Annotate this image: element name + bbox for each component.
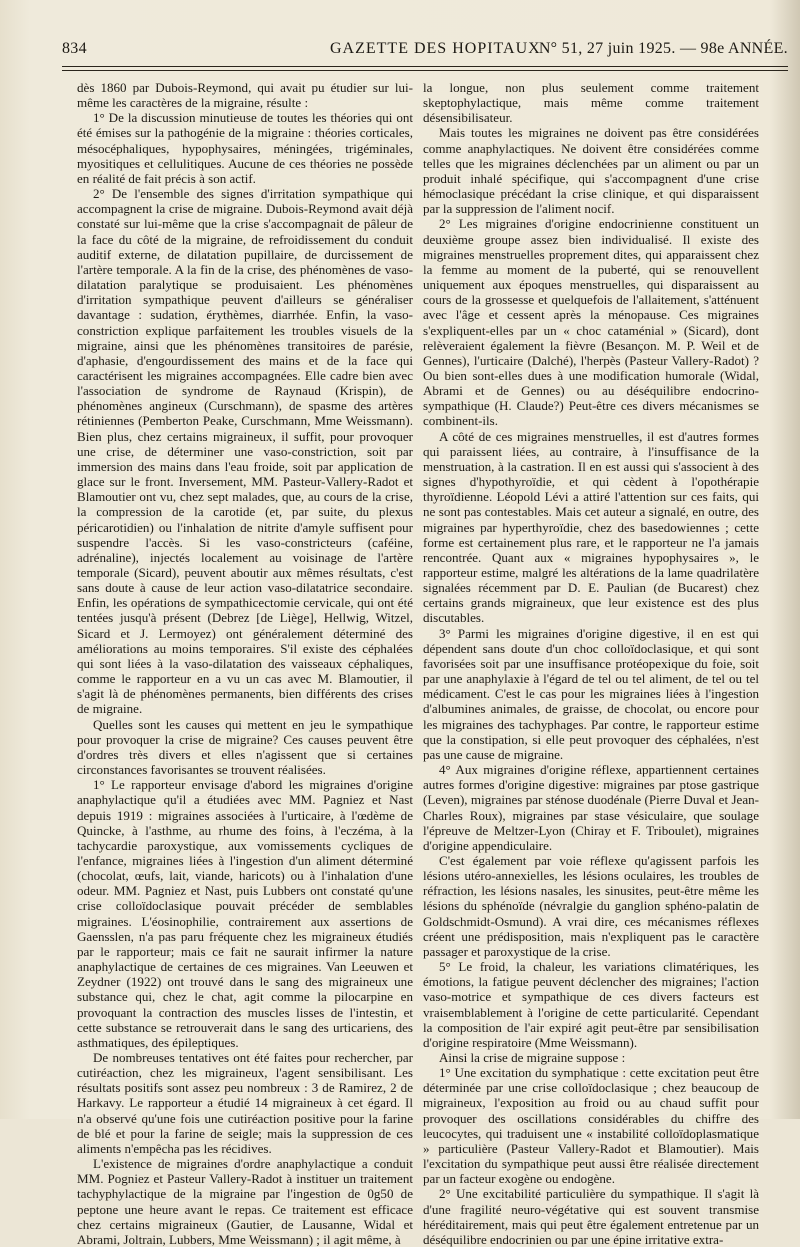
- header-rule-bottom: [62, 70, 788, 71]
- paragraph: dès 1860 par Dubois-Reymond, qui avait pu étudier sur lui-même les caractères de la migraine, résulte :: [77, 80, 413, 111]
- paragraph: 5° Le froid, la chaleur, les variations climatériques, les émotions, la fatigue peuvent déclencher des migraines; l'action vaso-motrice et sympathique de ces divers facteurs est vraisemblablement à l'origine de cette particularité. Cependant la composition de l'air expiré agit peut-être par sensibilisation d'origine respiratoire (Mme Weissmann).: [423, 959, 759, 1050]
- publication-title: GAZETTE DES HOPITAUX: [330, 40, 541, 57]
- page-header: [62, 40, 788, 62]
- paragraph: la longue, non plus seulement comme traitement skeptophylactique, mais même comme traitement désensibilisateur.: [423, 80, 759, 126]
- paragraph: Quelles sont les causes qui mettent en jeu le sympathique pour provoquer la crise de migraine? Ces causes peuvent être d'ordres très divers et elles n'agissent que si certaines circonstances favorisantes se trouvent réalisées.: [77, 716, 413, 778]
- paragraph: 2° Les migraines d'origine endocrinienne constituent un deuxième groupe assez bien individualisé. Il existe des migraines menstruelles proprement dites, qui apparaissent chez la femme au moment de la puberté, qui se renouvellent uniquement aux époques menstruelles, qui disparaissent au cours de la grossesse et quelquefois de l'allaitement, s'atténuent avec l'âge et cessent après la ménopause. Ces migraines s'expliquent-elles par un « choc cataménial » (Sicard), dont relèveraient également la fièvre (Besançon. M. P. Weil et de Gennes), l'urticaire (Dalché), l'herpès (Pasteur Vallery-Radot) ? Ou bien sont-elles dues à une modification humorale (Widal, Abrami et de Gennes) ou au déséquilibre endocrino-sympathique (H. Claude?) Peut-être ces divers mécanismes se combinent-ils.: [423, 216, 759, 429]
- paragraph: 1° Une excitation du symphatique : cette excitation peut être déterminée par une crise colloïdoclasique ; chez beaucoup de migraineux, l'exposition au froid ou au chaud suffit pour provoquer des oscillations considérables du chiffre des leucocytes, qui traduisent une « instabilité colloïdoplasmatique » particulière (Pasteur Vallery-Radot et Blamoutier). Mais l'excitation du sympathique peut aussi être réalisée directement par un facteur exogène ou endogène.: [423, 1065, 759, 1187]
- paragraph: 1° Le rapporteur envisage d'abord les migraines d'origine anaphylactique qu'il a étudiées avec MM. Pagniez et Nast depuis 1919 : migraines associées à l'urticaire, à l'œdème de Quincke, à l'asthme, au rhume des foins, à l'eczéma, à la tachycardie paroxystique, aux vomissements cycliques de l'enfance, migraines liées à l'ingestion d'un aliment déterminé (chocolat, œufs, lait, viande, haricots) ou à l'inhalation d'une odeur. MM. Pagniez et Nast, puis Lubbers ont constaté qu'une crise colloïdoclasique pouvait précéder de semblables migraines. L'éosinophilie, contrairement aux assertions de Gaensslen, n'a pas paru fréquente chez les migraineux étudiés par le rapporteur; mais ce fait ne saurait infirmer la nature anaphylactique de certaines de ces migraines. Van Leeuwen et Zeydner (1922) ont trouvé dans le sang des migraineux une substance qui, chez le chat, agit comme la pilocarpine en provoquant la contraction des muscles lisses de l'intestin, et cette substance se retrouverait dans le sang des urticariens, des asthmatiques, des épileptiques.: [77, 777, 413, 1050]
- paragraph: L'existence de migraines d'ordre anaphylactique a conduit MM. Pogniez et Pasteur Vallery-Radot à instituer un traitement tachyphylactique de la migraine par l'ingestion de 0g50 de peptone une heure avant le repas. Ce traitement est efficace chez certains migraineux (Gautier, de Lausanne, Widal et Abrami, Joltrain, Lubbers, Mme Weissmann) ; il agit même, à: [77, 1156, 413, 1247]
- paragraph: 3° Parmi les migraines d'origine digestive, il en est qui dépendent sans doute d'un choc colloïdoclasique, et qui sont favorisées soit par une insuffisance protéopexique du foie, soit par une anaphylaxie à l'égard de tel ou tel aliment, de tel ou tel médicament. C'est le cas pour les migraines liées à l'ingestion d'albumines animales, de graisse, de chocolat, ou encore pour les migraines des tachyphages. Par contre, le rapporteur estime que la constipation, si elle peut provoquer des céphalées, n'est pas une cause de migraine.: [423, 625, 759, 762]
- left-column: [77, 80, 413, 1247]
- paragraph: 2° Une excitabilité particulière du sympathique. Il s'agit là d'une fragilité neuro-végétative qui est souvent transmise héréditairement, mais qui peut être également entretenue par un déséquilibre endocrinien ou par une épine irritative extra-: [423, 1186, 759, 1247]
- page-number: 834: [62, 40, 87, 57]
- issue-info: N° 51, 27 juin 1925. — 98e ANNÉE.: [538, 40, 788, 57]
- header-rule-top: [62, 66, 788, 67]
- paragraph: A côté de ces migraines menstruelles, il est d'autres formes qui paraissent liées, au contraire, à l'insuffisance de la menstruation, à la castration. Il en est aussi qui s'associent à des signes d'hypothyroïdie, et qui cèdent à l'opothérapie thyroïdienne. Léopold Lévi a attiré l'attention sur ces faits, qui ne sont pas contestables. Mais cet auteur a signalé, en outre, des migraines par hyperthyroïdie, chez des basedowiennes ; cette forme est certainement plus rare, et le rapporteur ne l'a jamais rencontrée. Quant aux « migraines hypophysaires », le rapporteur estime, malgré les altérations de la lame quadrilatère signalées récemment par D. E. Paulian (de Bucarest) chez certains grands migraineux, que leur existence est des plus discutables.: [423, 428, 759, 626]
- paragraph: 2° De l'ensemble des signes d'irritation sympathique qui accompagnent la crise de migraine. Dubois-Reymond avait déjà constaté sur lui-même que la crise s'accompagnait de pâleur de la face du côté de la migraine, de refroidissement du conduit auditif externe, de dilatation pupillaire, de durcissement de l'artère temporale. A la fin de la crise, des phénomènes de vaso-dilatation paralytique se produisaient. Les phénomènes d'irritation sympathique peuvent d'ailleurs se généraliser davantage : sudation, érythèmes, diarrhée. Enfin, la vaso-constriction explique parfaitement les troubles visuels de la migraine, ainsi que les phénomènes transitoires de parésie, d'aphasie, d'engourdissement des mains et de la face qui caractérisent les migraines accompagnées. Elle cadre bien avec l'association de syndrome de Raynaud (Krispin), de phénomènes angineux (Curschmann), de spasme des artères rétiniennes (Pemberton Peake, Curschmann, Mme Weissmann). Bien plus, chez certains migraineux, il suffit, pour provoquer une crise, de déterminer une vaso-constriction, soit par immersion des mains dans l'eau froide, soit par application de glace sur le front. Inversement, MM. Pasteur-Vallery-Radot et Blamoutier ont vu, chez sept malades, que, au cours de la crise, la compression de la carotide (et, par suite, du plexus péricarotidien) ou l'inhalation de nitrite d'amyle suffisent pour suspendre l'accès. Si les vaso-constricteurs (caféine, adrénaline), injectés localement au voisinage de l'artère temporale (Sicard), peuvent aboutir aux mêmes résultats, c'est sans doute à cause de leur action vaso-dilatatrice secondaire. Enfin, les opérations de sympathicectomie cervicale, qui ont été tentées jusqu'à présent (Debrez [de Liège], Hellwig, Witzel, Sicard et J. Lermoyez) ont généralement déterminé des améliorations au moins temporaires. S'il existe des céphalées qui sont liées à la vaso-dilatation des vaisseaux céphaliques, comme le rapporteur en a vu un cas avec M. Blamoutier, il s'agit là de phénomènes permanents, bien différents des crises de migraine.: [77, 186, 413, 717]
- right-column: [423, 80, 759, 1247]
- paragraph: Ainsi la crise de migraine suppose :: [439, 1050, 626, 1065]
- paragraph: De nombreuses tentatives ont été faites pour rechercher, par cutiréaction, chez les migraineux, l'agent sensibilisant. Les résultats positifs sont assez peu nombreux : 3 de Ramirez, 2 de Harkavy. Le rapporteur a étudié 14 migraineux à cet égard. Il n'a observé qu'une fois une cutiréaction positive pour la farine de blé et pour la farine de seigle; mais la suppression de ces aliments n'empêcha pas les récidives.: [77, 1050, 413, 1156]
- paragraph: C'est également par voie réflexe qu'agissent parfois les lésions utéro-annexielles, les lésions oculaires, les troubles de réfraction, les lésions nasales, les sinusites, peut-être même les lésions du sphénoïde (névralgie du ganglion sphéno-palatin de Goldschmidt-Osmund). A vrai dire, ces mécanismes réflexes créent une prédisposition, mais n'expliquent pas le caractère passager et paroxystique de la crise.: [423, 852, 759, 959]
- paragraph: 4° Aux migraines d'origine réflexe, appartiennent certaines autres formes d'origine digestive: migraines par ptose gastrique (Leven), migraines par sténose duodénale (Pierre Duval et Jean-Charles Roux), migraines par stase vésiculaire, que soulage l'épreuve de Meltzer-Lyon (Chiray et F. Triboulet), migraines d'origine appendiculaire.: [423, 762, 759, 853]
- paragraph: 1° De la discussion minutieuse de toutes les théories qui ont été émises sur la pathogénie de la migraine : théories corticales, mésocéphaliques, hypophysaires, méningées, trigéminales, myositiques et cellulitiques. Aucune de ces théories ne possède en réalité de fait précis à son actif.: [77, 110, 413, 186]
- paragraph: Mais toutes les migraines ne doivent pas être considérées comme anaphylactiques. Ne doivent être considérées comme telles que les migraines déclenchées par un aliment ou par un produit inhalé spécifique, qui s'accompagnent d'une crise hémoclasique précédant la crise clinique, et qui disparaissent par la suppression de l'aliment nocif.: [423, 125, 759, 217]
